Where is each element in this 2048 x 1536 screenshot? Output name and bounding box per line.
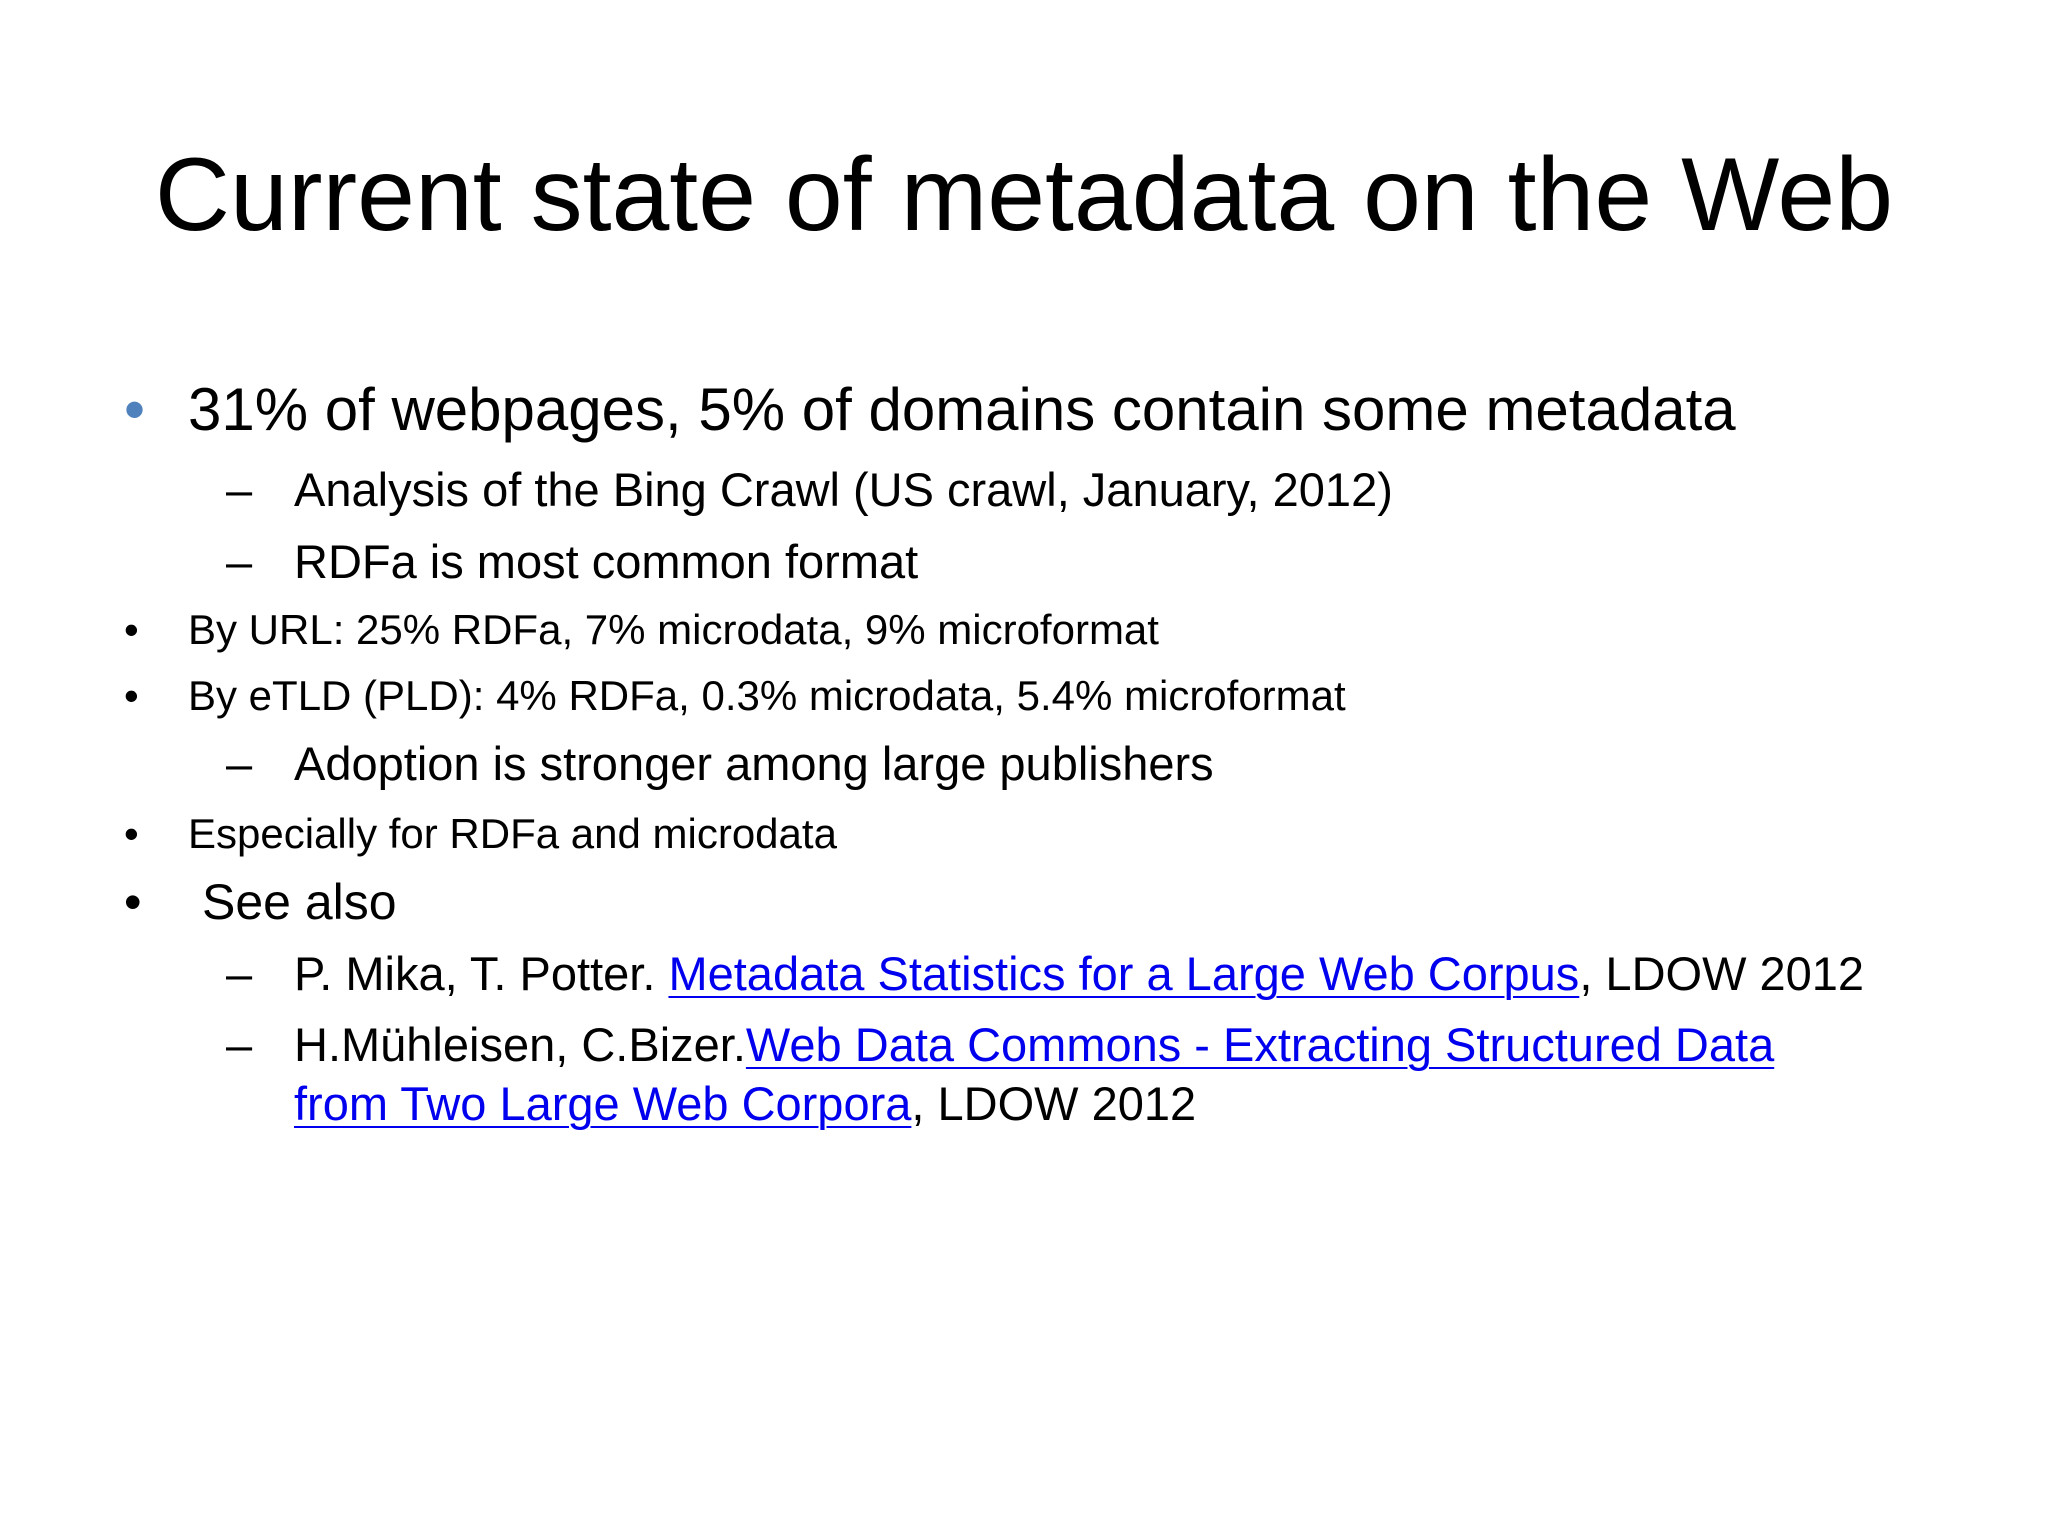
bullet-especially: Especially for RDFa and microdata xyxy=(188,810,837,857)
reference-muhleisen-bizer-cont xyxy=(294,1075,1196,1133)
dash-icon: – xyxy=(226,463,253,516)
sub-bullet-bing-crawl: Analysis of the Bing Crawl (US crawl, January, 2012) xyxy=(294,463,1393,516)
reference-mika-potter xyxy=(294,945,1864,1003)
dash-icon: – xyxy=(226,1018,253,1071)
bullet-dot-icon: • xyxy=(124,672,139,719)
sub-bullet-rdfa-common: RDFa is most common format xyxy=(294,535,919,588)
web-data-commons-link[interactable]: Web Data Commons - Extracting Structured Data xyxy=(745,1018,1775,1071)
dash-icon: – xyxy=(226,737,253,790)
bullet-see-also: See also xyxy=(202,874,397,930)
bullet-by-etld: By eTLD (PLD): 4% RDFa, 0.3% microdata, 5.4% microformat xyxy=(188,672,1346,719)
web-data-commons-link-cont[interactable]: from Two Large Web Corpora xyxy=(294,1077,912,1130)
reference-muhleisen-bizer xyxy=(294,1016,1774,1074)
reference-venue: , LDOW 2012 xyxy=(1579,947,1865,1000)
metadata-statistics-link[interactable]: Metadata Statistics for a Large Web Corpus xyxy=(668,947,1580,1000)
bullet-dot-icon: • xyxy=(124,606,139,653)
reference-authors: P. Mika, T. Potter. xyxy=(294,947,669,1000)
bullet-dot-icon: • xyxy=(124,874,142,930)
reference-venue: , LDOW 2012 xyxy=(911,1077,1197,1130)
bullet-dot-icon: • xyxy=(124,810,139,857)
bullet-dot-icon: • xyxy=(124,376,146,443)
bullet-by-url: By URL: 25% RDFa, 7% microdata, 9% microformat xyxy=(188,606,1159,653)
sub-bullet-adoption: Adoption is stronger among large publishers xyxy=(294,737,1214,790)
dash-icon: – xyxy=(226,535,253,588)
reference-authors: H.Mühleisen, C.Bizer. xyxy=(294,1018,746,1071)
dash-icon: – xyxy=(226,947,253,1000)
bullet-metadata-share: 31% of webpages, 5% of domains contain some metadata xyxy=(188,376,1736,443)
slide-title: Current state of metadata on the Web xyxy=(154,137,1894,253)
